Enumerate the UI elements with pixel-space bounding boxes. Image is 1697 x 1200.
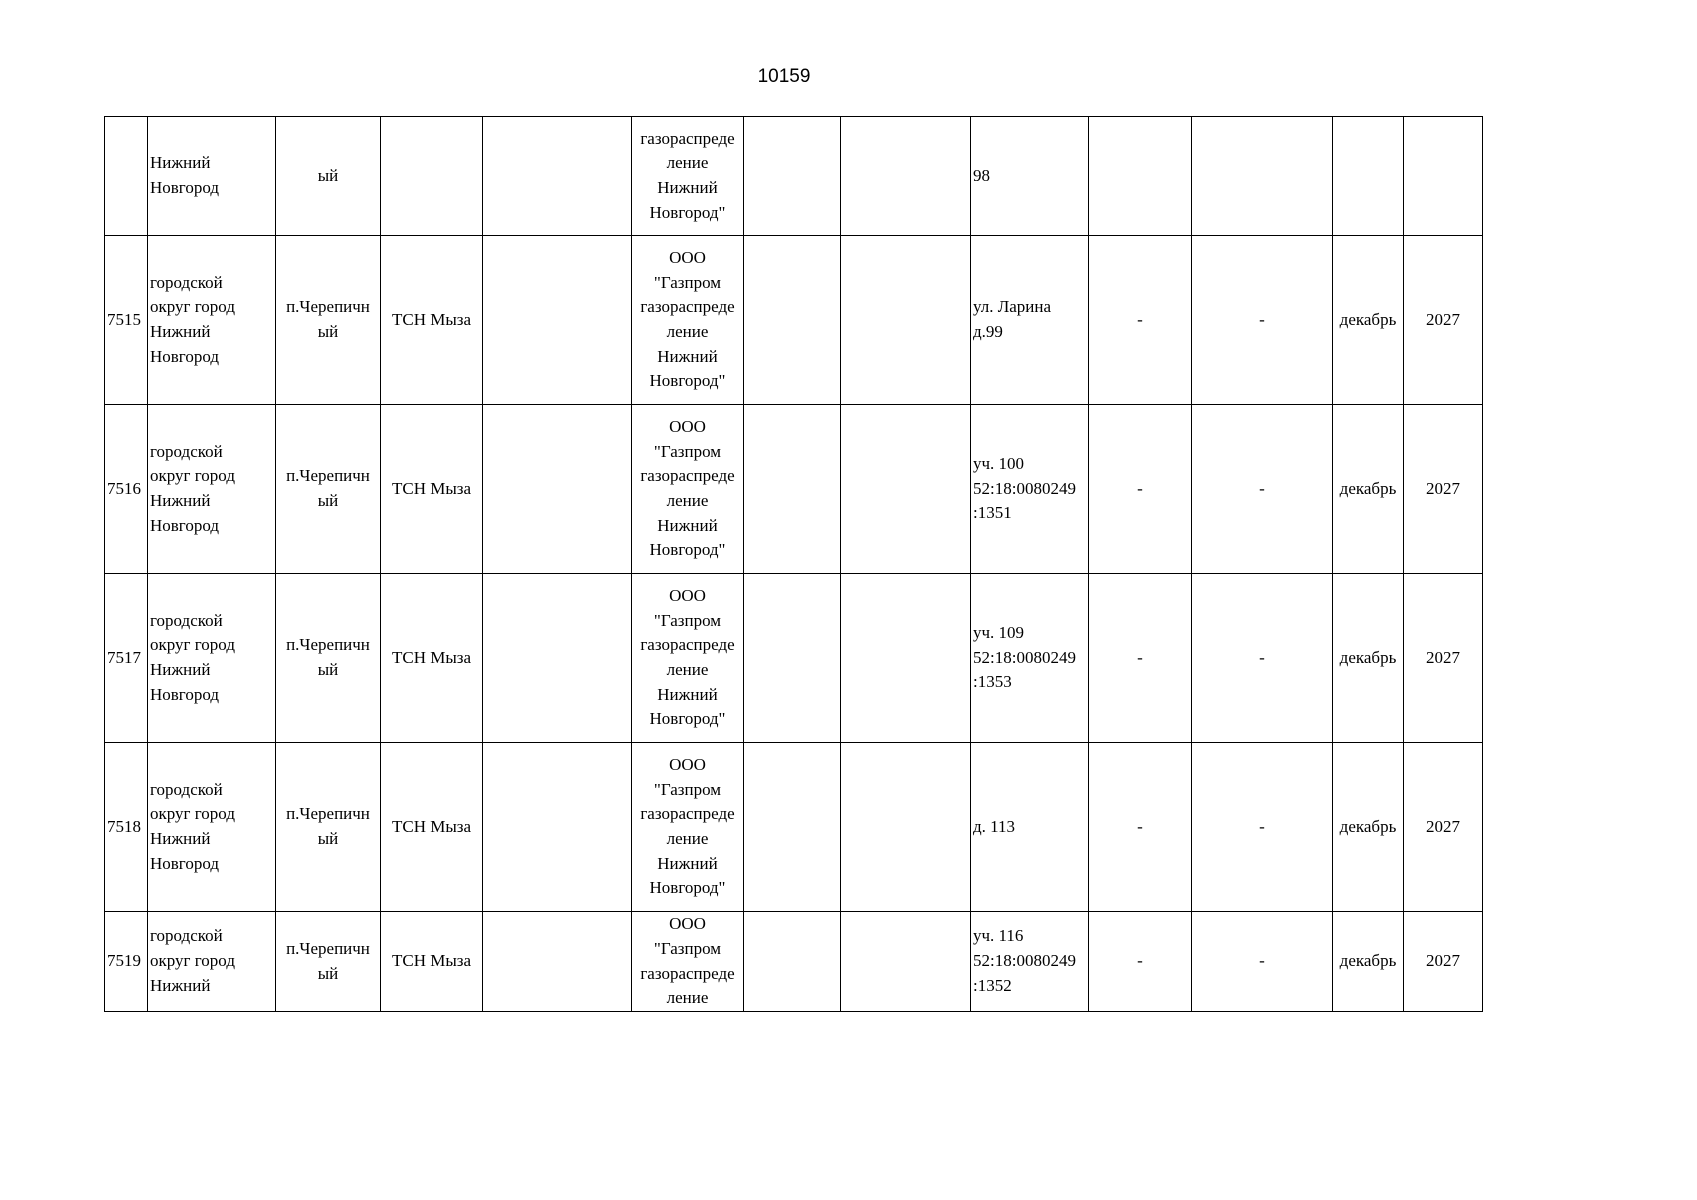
cell-num: 7519 xyxy=(105,912,148,1012)
cell-dash-1: - xyxy=(1089,574,1192,743)
cell-dash-2: - xyxy=(1192,405,1333,574)
table-row-continued xyxy=(105,117,1483,236)
text-line: Новгород xyxy=(150,853,220,873)
text-line: ООО xyxy=(669,754,706,774)
text-line: п.Черепичн xyxy=(286,635,370,655)
cell-num: 7517 xyxy=(105,574,148,743)
cell-empty-a xyxy=(483,236,632,405)
cell-empty-a xyxy=(483,743,632,912)
text-line: уч. 100 xyxy=(973,453,1025,473)
cell-empty-c xyxy=(841,743,971,912)
cell-month xyxy=(1333,117,1404,236)
cell-partnership xyxy=(381,117,483,236)
cell-num: 7516 xyxy=(105,405,148,574)
text-line: Новгород" xyxy=(649,709,726,729)
cell-year: 2027 xyxy=(1404,912,1483,1012)
text-line: ый xyxy=(317,491,339,510)
cell-dash-2: - xyxy=(1192,912,1333,1012)
cell-empty-a xyxy=(483,574,632,743)
text-line: газораспреде xyxy=(640,963,735,983)
cell-address xyxy=(971,117,1089,236)
cell-month: декабрь xyxy=(1333,405,1404,574)
text-line: Нижний xyxy=(150,975,211,995)
cell-partnership: ТСН Мыза xyxy=(381,743,483,912)
cell-district xyxy=(148,117,276,236)
text-line: д. 113 xyxy=(973,816,1016,836)
text-line: Нижний xyxy=(150,660,211,679)
text-line: Нижний xyxy=(150,491,211,510)
cell-num: 7518 xyxy=(105,743,148,912)
cell-district xyxy=(148,912,276,1012)
table-row xyxy=(105,912,1483,1012)
cell-dash-2: - xyxy=(1192,743,1333,912)
cell-year: 2027 xyxy=(1404,574,1483,743)
cell-year: 2027 xyxy=(1404,236,1483,405)
text-line: городской xyxy=(150,779,223,799)
text-line: ление xyxy=(666,322,709,341)
cell-organization xyxy=(632,574,744,743)
text-line: ление xyxy=(666,988,709,1008)
cell-month: декабрь xyxy=(1333,743,1404,912)
text-line: Нижний xyxy=(657,346,718,366)
text-line: городской xyxy=(150,441,223,461)
cell-dash-1: - xyxy=(1089,743,1192,912)
text-line: Новгород" xyxy=(649,202,726,222)
text-line: 52:18:0080249 xyxy=(973,647,1076,667)
text-line: городской xyxy=(150,272,223,292)
cell-empty-a xyxy=(483,117,632,236)
cell-dash-1 xyxy=(1089,117,1192,236)
cell-empty-b xyxy=(744,405,841,574)
cell-empty-c xyxy=(841,912,971,1012)
text-line: "Газпром xyxy=(653,272,722,292)
text-line: городской xyxy=(150,926,223,946)
text-line: газораспреде xyxy=(640,635,735,655)
text-line: :1353 xyxy=(973,672,1012,692)
cell-address xyxy=(971,236,1089,405)
text-line: газораспреде xyxy=(640,297,735,317)
cell-empty-b xyxy=(744,117,841,236)
text-line: "Газпром xyxy=(653,938,722,958)
text-line: уч. 109 xyxy=(973,622,1025,642)
cell-address xyxy=(971,743,1089,912)
text-line: ООО xyxy=(669,914,706,934)
cell-address xyxy=(971,574,1089,743)
text-line: ый xyxy=(317,963,339,983)
text-line: газораспреде xyxy=(640,804,735,824)
text-line: Новгород xyxy=(150,684,220,704)
text-line: ООО xyxy=(669,585,706,605)
cell-empty-b xyxy=(744,743,841,912)
cell-num: 7515 xyxy=(105,236,148,405)
text-line: п.Черепичн xyxy=(286,297,370,317)
cell-partnership: ТСН Мыза xyxy=(381,912,483,1012)
text-line: :1352 xyxy=(973,975,1012,995)
cell-empty-a xyxy=(483,912,632,1012)
cell-district xyxy=(148,236,276,405)
table-row xyxy=(105,236,1483,405)
cell-empty-c xyxy=(841,574,971,743)
cell-num xyxy=(105,117,148,236)
text-line: Нижний xyxy=(657,515,718,535)
text-line: ление xyxy=(666,491,709,510)
cell-empty-b xyxy=(744,574,841,743)
text-line: городской xyxy=(150,610,223,630)
table-body xyxy=(105,117,1483,1012)
text-line: Нижний xyxy=(150,153,211,173)
text-line: Новгород" xyxy=(649,540,726,560)
text-line: Нижний xyxy=(150,322,211,341)
cell-organization xyxy=(632,236,744,405)
text-line: ул. Ларина xyxy=(973,297,1052,317)
cell-empty-b xyxy=(744,236,841,405)
text-line: 98 xyxy=(973,165,990,185)
cell-district xyxy=(148,405,276,574)
text-line: округ город xyxy=(150,804,235,824)
text-line: "Газпром xyxy=(653,779,722,799)
text-line: ый xyxy=(317,165,339,185)
cell-address xyxy=(971,912,1089,1012)
cell-month: декабрь xyxy=(1333,236,1404,405)
text-line: ый xyxy=(317,322,339,341)
text-line: уч. 116 xyxy=(973,926,1024,946)
gas-connection-table xyxy=(104,116,1483,1012)
cell-settlement xyxy=(276,743,381,912)
text-line: ление xyxy=(666,829,709,848)
cell-district xyxy=(148,574,276,743)
text-line: ООО xyxy=(669,247,706,267)
text-line: п.Черепичн xyxy=(286,938,370,958)
cell-dash-2: - xyxy=(1192,236,1333,405)
text-line: округ город xyxy=(150,635,235,655)
text-line: 52:18:0080249 xyxy=(973,951,1076,971)
cell-year xyxy=(1404,117,1483,236)
text-line: Новгород xyxy=(150,515,220,535)
text-line: округ город xyxy=(150,297,235,317)
text-line: Новгород xyxy=(150,178,220,197)
text-line: Новгород" xyxy=(649,371,726,391)
text-line: Нижний xyxy=(657,178,718,197)
cell-settlement xyxy=(276,912,381,1012)
text-line: ый xyxy=(317,660,339,679)
text-line: п.Черепичн xyxy=(286,804,370,824)
text-line: газораспреде xyxy=(640,128,735,148)
cell-year: 2027 xyxy=(1404,743,1483,912)
text-line: Нижний xyxy=(150,829,211,848)
cell-dash-1: - xyxy=(1089,405,1192,574)
cell-organization xyxy=(632,405,744,574)
text-line: "Газпром xyxy=(653,610,722,630)
text-line: ООО xyxy=(669,416,706,436)
text-line: :1351 xyxy=(973,503,1012,523)
cell-address xyxy=(971,405,1089,574)
cell-organization xyxy=(632,743,744,912)
table-row xyxy=(105,574,1483,743)
cell-settlement xyxy=(276,117,381,236)
cell-month: декабрь xyxy=(1333,574,1404,743)
text-line: Новгород" xyxy=(649,878,726,898)
cell-partnership: ТСН Мыза xyxy=(381,574,483,743)
cell-dash-1: - xyxy=(1089,912,1192,1012)
cell-district xyxy=(148,743,276,912)
page-number: 10159 xyxy=(757,66,811,87)
text-line: ление xyxy=(666,153,709,173)
cell-settlement xyxy=(276,405,381,574)
cell-empty-a xyxy=(483,405,632,574)
text-line: ление xyxy=(666,660,709,679)
cell-organization xyxy=(632,912,744,1012)
cell-settlement xyxy=(276,236,381,405)
cell-partnership: ТСН Мыза xyxy=(381,405,483,574)
cell-settlement xyxy=(276,574,381,743)
cell-dash-1: - xyxy=(1089,236,1192,405)
text-line: округ город xyxy=(150,951,235,971)
text-line: Нижний xyxy=(657,853,718,873)
cell-empty-b xyxy=(744,912,841,1012)
text-line: п.Черепичн xyxy=(286,466,370,486)
text-line: Новгород xyxy=(150,346,220,366)
cell-empty-c xyxy=(841,405,971,574)
cell-partnership: ТСН Мыза xyxy=(381,236,483,405)
cell-organization xyxy=(632,117,744,236)
cell-dash-2: - xyxy=(1192,574,1333,743)
text-line: 52:18:0080249 xyxy=(973,478,1076,498)
text-line: д.99 xyxy=(973,322,1003,341)
cell-year: 2027 xyxy=(1404,405,1483,574)
text-line: Нижний xyxy=(657,684,718,704)
text-line: ый xyxy=(317,829,339,848)
cell-dash-2 xyxy=(1192,117,1333,236)
table-row xyxy=(105,743,1483,912)
cell-empty-c xyxy=(841,117,971,236)
text-line: газораспреде xyxy=(640,466,735,486)
cell-empty-c xyxy=(841,236,971,405)
cell-month: декабрь xyxy=(1333,912,1404,1012)
text-line: округ город xyxy=(150,466,235,486)
table-row xyxy=(105,405,1483,574)
text-line: "Газпром xyxy=(653,441,722,461)
